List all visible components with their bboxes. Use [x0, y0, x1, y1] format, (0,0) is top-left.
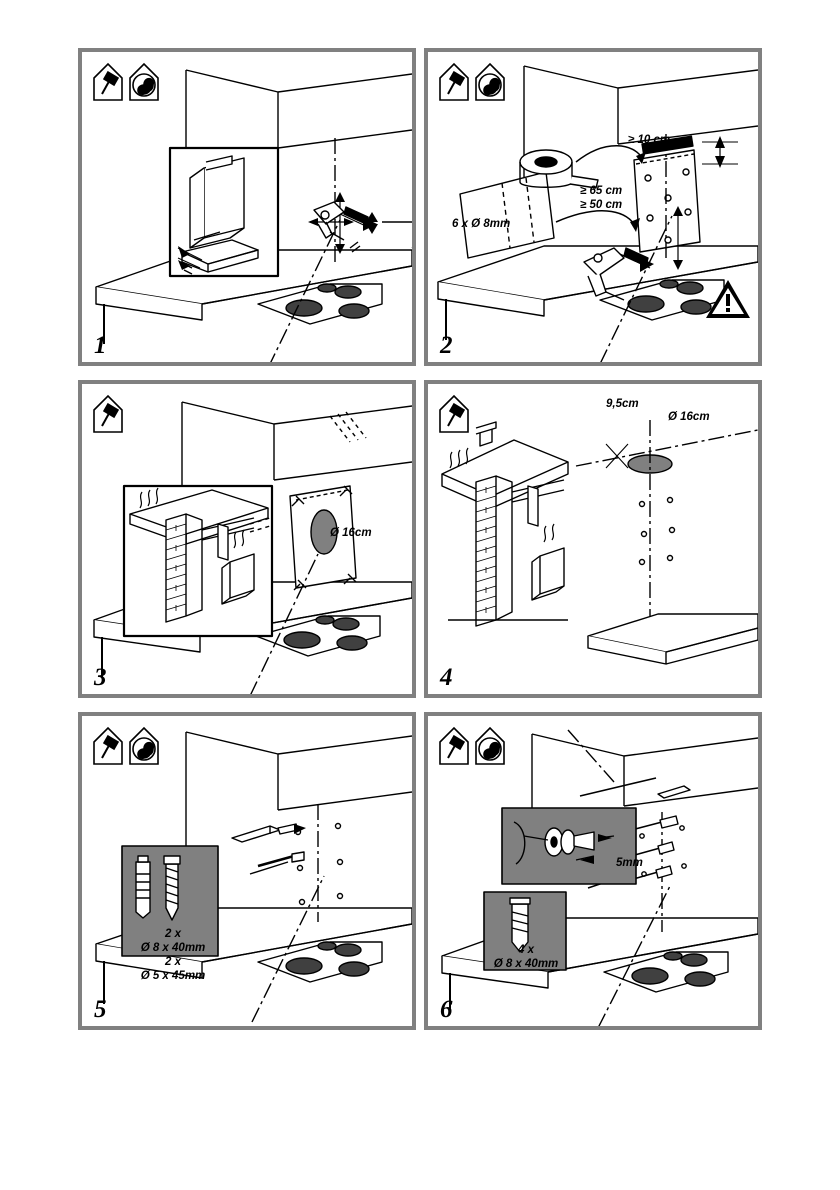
step-panel-grid — [78, 48, 762, 1030]
step-number: 4 — [440, 664, 453, 691]
label-fixing-kit-quantity: 4 x — [518, 944, 534, 956]
step-panel-6 — [424, 712, 762, 1030]
step-number: 5 — [94, 996, 107, 1023]
step-panel-3 — [78, 380, 416, 698]
label-min-height-gas: ≥ 65 cm — [580, 185, 623, 197]
step-panel-4 — [424, 380, 762, 698]
label-min-ceiling-distance: ≥ 10 cm — [628, 134, 671, 146]
label-fixing-kit-quantity-2: 2 x — [165, 956, 181, 968]
label-fixing-kit-spec-2: Ø 5 x 45mm — [140, 970, 206, 982]
step-number: 1 — [94, 332, 107, 359]
step-number: 2 — [440, 332, 453, 359]
label-duct-diameter: Ø 16cm — [668, 411, 710, 423]
label-fixing-kit-spec: Ø 8 x 40mm — [493, 958, 559, 970]
label-offset-from-centre: 9,5cm — [606, 398, 639, 410]
step-number: 3 — [94, 664, 107, 691]
label-fixing-kit-spec-1: Ø 8 x 40mm — [140, 942, 206, 954]
label-min-height-electric: ≥ 50 cm — [580, 199, 623, 211]
label-fixing-kit-quantity-1: 2 x — [165, 928, 181, 940]
label-duct-diameter: Ø 16cm — [330, 527, 372, 539]
label-drill-hole-spec: 6 x Ø 8mm — [452, 218, 511, 230]
step-panel-5 — [78, 712, 416, 1030]
step-panel-2 — [424, 48, 762, 366]
step-number: 6 — [440, 996, 453, 1023]
label-screw-protrusion: 5mm — [616, 857, 643, 869]
step-panel-1 — [78, 48, 416, 366]
